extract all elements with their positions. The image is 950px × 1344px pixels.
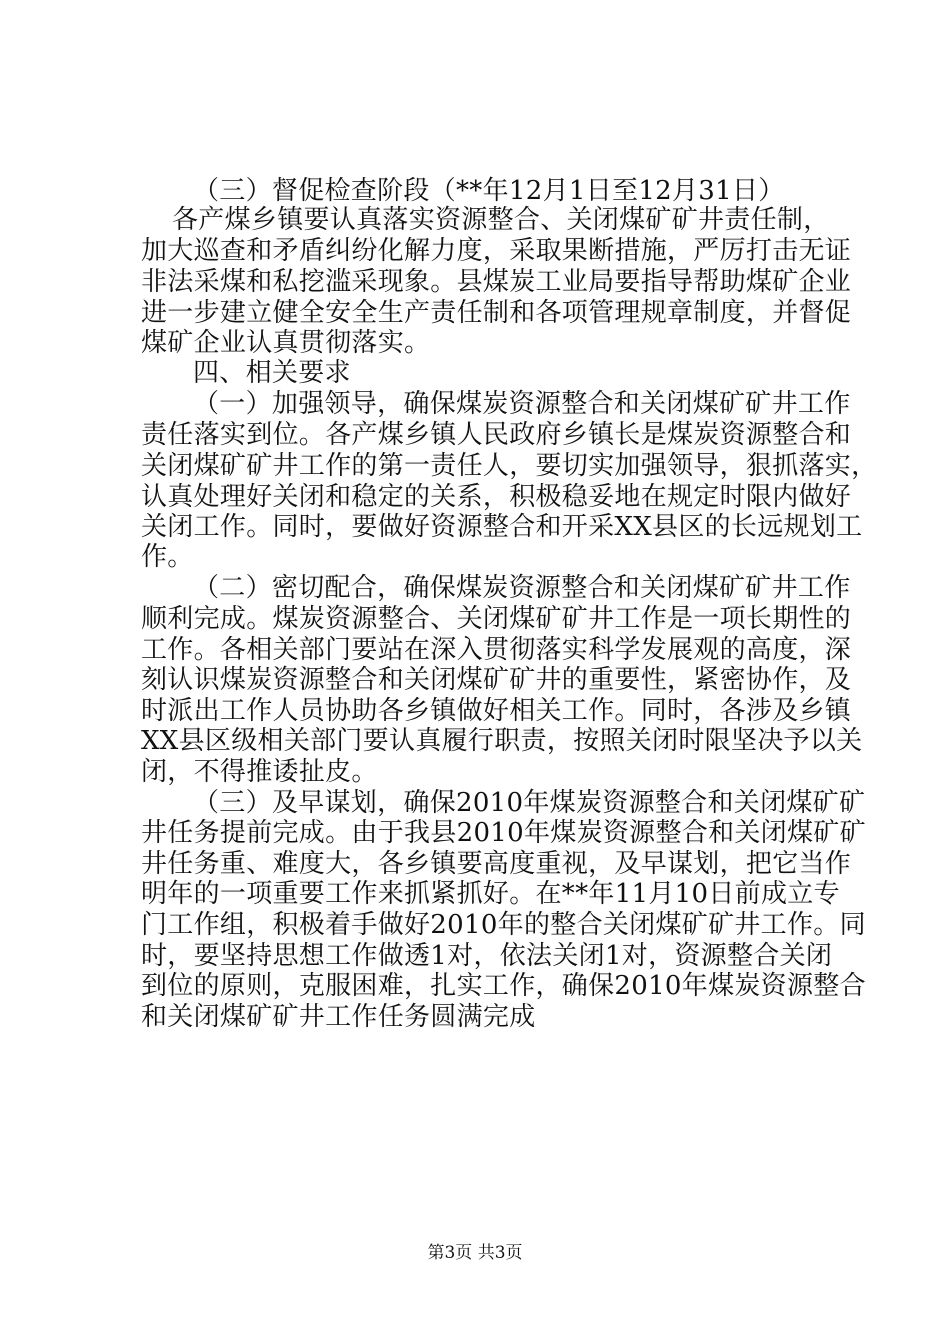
text-line: 到位的原则，克服困难，扎实工作，确保2010年煤炭资源整合 [141,971,866,1001]
text-line: （一）加强领导，确保煤炭资源整合和关闭煤矿矿井工作 [193,389,851,419]
text-line: 加大巡查和矛盾纠纷化解力度，采取果断措施，严厉打击无证 [141,236,852,266]
text-line: 关闭煤矿矿井工作的第一责任人，要切实加强领导，狠抓落实， [141,451,878,481]
text-line: 明年的一项重要工作来抓紧抓好。在**年11月10日前成立专 [141,879,840,909]
text-line: 时派出工作人员协助各乡镇做好相关工作。同时，各涉及乡镇 [141,696,852,726]
text-line: 井任务重、难度大，各乡镇要高度重视，及早谋划，把它当作 [141,849,852,879]
text-line: 关闭工作。同时，要做好资源整合和开采XX县区的长远规划工 [141,512,863,542]
section-heading: 四、相关要求 [193,358,351,388]
text-line: （三）督促检查阶段（**年12月1日至12月31日） [193,176,785,206]
text-line: 刻认识煤炭资源整合和关闭煤矿矿井的重要性，紧密协作，及 [141,665,852,695]
text-line: 顺利完成。煤炭资源整合、关闭煤矿矿井工作是一项长期性的 [141,604,852,634]
text-line: 闭，不得推诿扯皮。 [141,757,378,787]
page-number: 第3页 共3页 [427,1243,523,1263]
text-line: 工作。各相关部门要站在深入贯彻落实科学发展观的高度，深 [141,635,852,665]
text-line: 进一步建立健全安全生产责任制和各项管理规章制度，并督促 [141,298,852,328]
text-line: （三）及早谋划，确保2010年煤炭资源整合和关闭煤矿矿 [193,788,866,818]
text-line: 煤矿企业认真贯彻落实。 [141,328,431,358]
text-line: 各产煤乡镇要认真落实资源整合、关闭煤矿矿井责任制， [172,205,830,235]
text-line: 时，要坚持思想工作做透1对，依法关闭1对，资源整合关闭 [141,941,833,971]
text-line: 井任务提前完成。由于我县2010年煤炭资源整合和关闭煤矿矿 [141,818,866,848]
text-line: 责任落实到位。各产煤乡镇人民政府乡镇长是煤炭资源整合和 [141,420,852,450]
text-line: （二）密切配合，确保煤炭资源整合和关闭煤矿矿井工作 [193,573,851,603]
text-line: 认真处理好关闭和稳定的关系，积极稳妥地在规定时限内做好 [141,482,852,512]
text-line: 门工作组，积极着手做好2010年的整合关闭煤矿矿井工作。同 [141,910,866,940]
text-line: 和关闭煤矿矿井工作任务圆满完成 [141,1002,536,1032]
text-line: XX县区级相关部门要认真履行职责，按照关闭时限坚决予以关 [141,726,863,756]
text-line: 非法采煤和私挖滥采现象。县煤炭工业局要指导帮助煤矿企业 [141,267,852,297]
text-line: 作。 [141,542,194,572]
